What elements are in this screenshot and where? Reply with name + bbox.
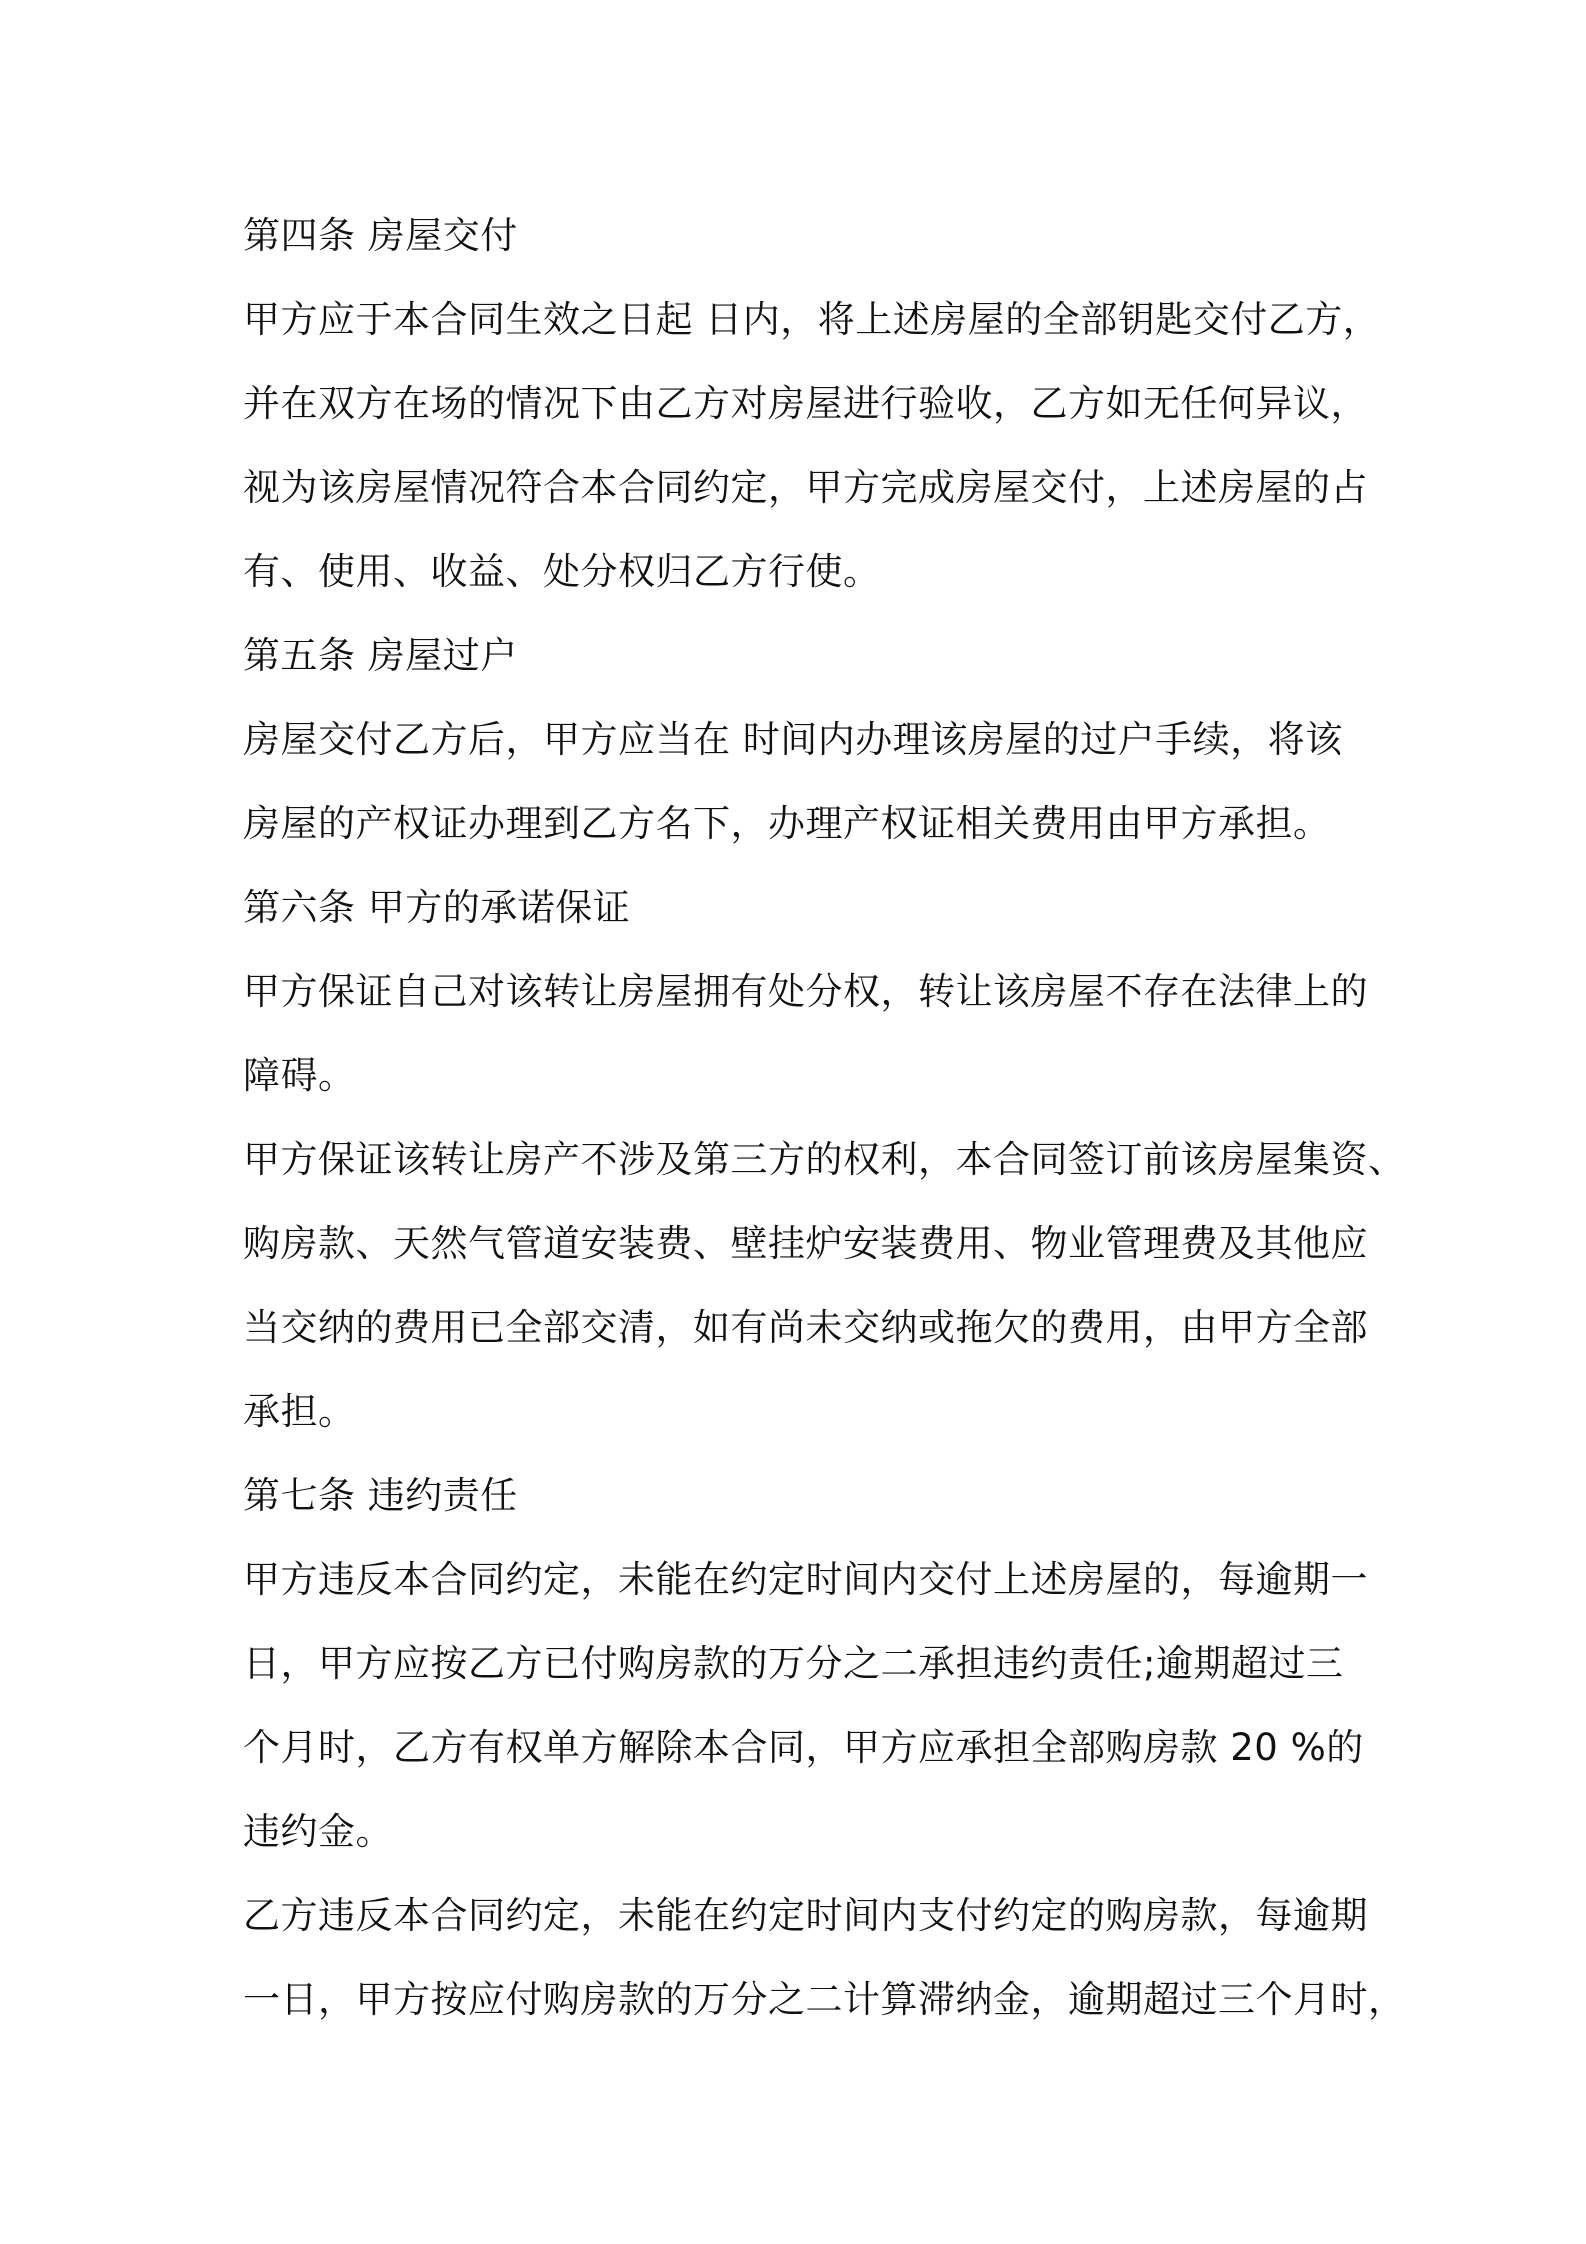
text-line: 甲方应于本合同生效之日起 日内，将上述房屋的全部钥匙交付乙方，: [243, 298, 1381, 341]
document-body: [243, 194, 1406, 2042]
article-5-heading: 第五条 房屋过户: [243, 634, 518, 677]
text-line: 视为该房屋情况符合本合同约定，甲方完成房屋交付，上述房屋的占: [243, 466, 1368, 509]
text-line: 个月时，乙方有权单方解除本合同，甲方应承担全部购房款 20 %的: [243, 1726, 1364, 1769]
text-line: 当交纳的费用已全部交清，如有尚未交纳或拖欠的费用，由甲方全部: [243, 1306, 1368, 1349]
article-7-heading: 第七条 违约责任: [243, 1474, 518, 1517]
text-line: 房屋交付乙方后，甲方应当在 时间内办理该房屋的过户手续，将该: [243, 718, 1343, 761]
article-4-heading: 第四条 房屋交付: [243, 214, 518, 257]
text-line: 甲方保证自己对该转让房屋拥有处分权，转让该房屋不存在法律上的: [243, 970, 1368, 1013]
text-line: 甲方保证该转让房产不涉及第三方的权利，本合同签订前该房屋集资、: [243, 1138, 1406, 1181]
text-line: 违约金。: [243, 1810, 393, 1853]
text-line: 承担。: [243, 1390, 356, 1433]
text-line: 障碍。: [243, 1054, 356, 1097]
text-line: 并在双方在场的情况下由乙方对房屋进行验收，乙方如无任何异议，: [243, 382, 1368, 425]
text-line: 有、使用、收益、处分权归乙方行使。: [243, 550, 881, 593]
article-6-heading: 第六条 甲方的承诺保证: [243, 886, 631, 929]
text-line: 房屋的产权证办理到乙方名下，办理产权证相关费用由甲方承担。: [243, 802, 1331, 845]
text-line: 乙方违反本合同约定，未能在约定时间内支付约定的购房款，每逾期: [243, 1894, 1368, 1937]
text-line: 日，甲方应按乙方已付购房款的万分之二承担违约责任;逾期超过三: [243, 1642, 1344, 1685]
text-line: 购房款、天然气管道安装费、壁挂炉安装费用、物业管理费及其他应: [243, 1222, 1368, 1265]
text-line: 一日，甲方按应付购房款的万分之二计算滞纳金，逾期超过三个月时，: [243, 1978, 1406, 2021]
text-line: 甲方违反本合同约定，未能在约定时间内交付上述房屋的，每逾期一: [243, 1558, 1368, 1601]
